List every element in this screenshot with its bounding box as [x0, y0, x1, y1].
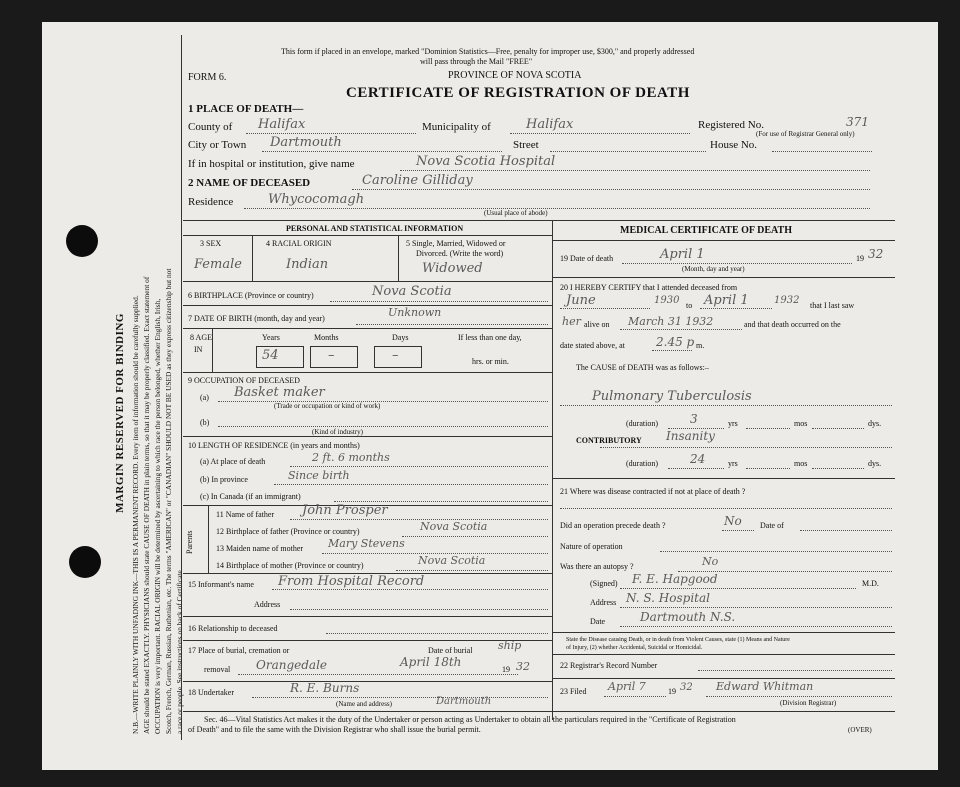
- father-label: 11 Name of father: [216, 510, 275, 519]
- undertaker-value: R. E. Burns: [290, 681, 360, 695]
- margin-line: N.B.—WRITE PLAINLY WITH UNFADING INK—THIS IS A PERMANENT RECORD. Every item of information should be carefully supplied.: [131, 295, 140, 734]
- father-bp-label: 12 Birthplace of father (Province or country): [216, 527, 360, 536]
- date-note: (Month, day and year): [682, 265, 745, 273]
- margin-line: a race or people. See instructions on back of Certificate.: [175, 568, 184, 734]
- years-value: 54: [262, 348, 279, 363]
- mos-label-1: mos: [794, 419, 808, 428]
- md-label: M.D.: [862, 579, 879, 588]
- med-address-value: N. S. Hospital: [626, 591, 710, 605]
- last-saw-label: that I last saw: [810, 301, 855, 310]
- in-canada-label: (c) In Canada (if an immigrant): [200, 492, 301, 501]
- margin-line: Scotch, French, German, Russian, Ruthenian, etc. The terms "AMERICAN" or "CANADIAN" SHOULD NOT BE USED as they express citizenship but not: [164, 268, 173, 734]
- burial-year-prefix: 19: [502, 665, 510, 674]
- operation-value: No: [724, 514, 742, 528]
- relationship-label: 16 Relationship to deceased: [188, 624, 278, 633]
- margin-line: OCCUPATION is very important. RACIAL ORIGIN will be determined by ascertaining to which race the person belonged, whether English, Irish,: [153, 298, 162, 734]
- less-than-day: If less than one day,: [458, 333, 522, 342]
- at-place-value: 2 ft. 6 months: [312, 451, 390, 464]
- name-address-note: (Name and address): [336, 700, 392, 708]
- pronoun-value: her: [562, 315, 581, 328]
- racial-value: Indian: [286, 257, 329, 272]
- birthplace-value: Nova Scotia: [372, 284, 452, 299]
- burial-date-ship: ship: [498, 639, 522, 652]
- form-number: FORM 6.: [188, 72, 227, 83]
- registrar-record-label: 22 Registrar's Record Number: [560, 661, 658, 670]
- burial-date-label: Date of burial: [428, 646, 473, 655]
- mail-note-2: will pass through the Mail "FREE": [420, 57, 533, 66]
- date-stated-label: date stated above, at: [560, 341, 625, 350]
- duration-label-1: (duration): [626, 419, 658, 428]
- years-label: Years: [262, 333, 280, 342]
- date-of-death-label: 19 Date of death: [560, 254, 614, 263]
- deceased-heading: 2 NAME OF DECEASED: [188, 177, 311, 189]
- burial-date-value: April 18th: [400, 655, 462, 669]
- margin-line: AGE should be stated EXACTLY. PHYSICIANS should state CAUSE OF DEATH in plain terms, so that it may be properly classified. Exact statement of: [142, 276, 151, 734]
- days-value: –: [392, 348, 399, 363]
- street-label: Street: [513, 139, 539, 151]
- filed-value: April 7: [608, 680, 646, 693]
- months-value: –: [328, 348, 335, 363]
- residence-note: (Usual place of abode): [484, 209, 548, 217]
- occupation-b: (b): [200, 418, 210, 427]
- m-label: m.: [696, 341, 705, 350]
- occupation-label: 9 OCCUPATION OF DECEASED: [188, 376, 300, 385]
- months-label: Months: [314, 333, 339, 342]
- autopsy-label: Was there an autopsy ?: [560, 562, 634, 571]
- duration-1-value: 3: [690, 412, 698, 426]
- attended-to-value: April 1: [704, 293, 749, 308]
- filed-label: 23 Filed: [560, 687, 587, 696]
- age-label: 8 AGE: [190, 333, 212, 342]
- occupation-value: Basket maker: [234, 385, 325, 400]
- occurred-label: and that death occurred on the: [744, 320, 841, 329]
- column-divider: [552, 220, 553, 720]
- occupation-note-a: (Trade or occupation or kind of work): [274, 402, 381, 410]
- in-province-value: Since birth: [288, 469, 350, 482]
- undertaker-label: 18 Undertaker: [188, 688, 234, 697]
- date-of-label: Date of: [760, 521, 784, 530]
- in-province-label: (b) In province: [200, 475, 248, 484]
- medical-heading: MEDICAL CERTIFICATE OF DEATH: [620, 225, 792, 236]
- mail-note: This form if placed in an envelope, marked "Dominion Statistics—Free, penalty for improper use, $300," and properly addressed: [281, 47, 695, 56]
- duration-label-2: (duration): [626, 459, 658, 468]
- burial-place-value: Orangedale: [256, 658, 328, 672]
- parents-label: Parents: [185, 530, 194, 554]
- year-prefix: 19: [856, 254, 864, 263]
- informant-address-label: Address: [254, 600, 281, 609]
- duration-2-value: 24: [690, 452, 706, 466]
- hospital-value: Nova Scotia Hospital: [416, 154, 556, 169]
- house-label: House No.: [710, 139, 758, 151]
- contributory-label: CONTRIBUTORY: [576, 436, 642, 445]
- deceased-name-value: Caroline Gilliday: [362, 173, 473, 188]
- certificate-title: CERTIFICATE OF REGISTRATION OF DEATH: [346, 85, 690, 101]
- state-note: State the Disease causing Death, or in death from Violent Causes, state (1) Means and Nature: [566, 637, 790, 643]
- date2-value: Dartmouth N.S.: [640, 610, 736, 624]
- occupation-note-b: (Kind of industry): [312, 428, 363, 436]
- sex-value: Female: [194, 257, 242, 272]
- margin-instructions: [60, 92, 188, 734]
- alive-on-label: alive on: [584, 320, 610, 329]
- mother-label: 13 Maiden name of mother: [216, 544, 304, 553]
- mother-bp-label: 14 Birthplace of mother (Province or country): [216, 561, 364, 570]
- removal-label: removal: [204, 665, 231, 674]
- signed-label: (Signed): [590, 579, 618, 588]
- undertaker-address: Dartmouth: [436, 696, 492, 707]
- residence-length-label: 10 LENGTH OF RESIDENCE (in years and months): [188, 441, 360, 450]
- signed-value: F. E. Hapgood: [632, 572, 718, 586]
- marital-value: Widowed: [422, 261, 483, 276]
- filed-signature: Edward Whitman: [716, 680, 814, 693]
- margin-rule: [181, 35, 182, 740]
- contracted-label: 21 Where was disease contracted if not at place of death ?: [560, 487, 746, 496]
- hospital-label: If in hospital or institution, give name: [188, 158, 355, 170]
- marital-label-2: Divorced. (Write the word): [416, 249, 504, 258]
- attended-from-year: 1930: [654, 295, 680, 306]
- mother-bp-value: Nova Scotia: [418, 554, 486, 567]
- state-note-2: of Injury, (2) whether Accidental, Suicidal or Homicidal.: [566, 645, 703, 651]
- date2-label: Date: [590, 617, 606, 626]
- mos-label-2: mos: [794, 459, 808, 468]
- cause-value: Pulmonary Tuberculosis: [592, 389, 752, 404]
- city-label: City or Town: [188, 139, 247, 151]
- division-registrar-note: (Division Registrar): [780, 699, 837, 707]
- registrar-note: (For use of Registrar General only): [756, 130, 855, 138]
- attended-to-year: 1932: [774, 295, 800, 306]
- yrs-label-2: yrs: [728, 459, 738, 468]
- attended-from-value: June: [566, 293, 596, 308]
- county-label: County of: [188, 121, 233, 133]
- place-heading: 1 PLACE OF DEATH—: [188, 103, 304, 115]
- occupation-a: (a): [200, 393, 209, 402]
- dob-label: 7 DATE OF BIRTH (month, day and year): [188, 314, 325, 323]
- registered-label: Registered No.: [698, 119, 764, 131]
- informant-value: From Hospital Record: [278, 574, 425, 589]
- autopsy-value: No: [702, 555, 719, 568]
- days-label: Days: [392, 333, 409, 342]
- county-value: Halifax: [258, 117, 306, 132]
- filed-year-value: 32: [680, 682, 693, 693]
- province-heading: PROVINCE OF NOVA SCOTIA: [448, 70, 582, 81]
- burial-label: 17 Place of burial, cremation or: [188, 646, 290, 655]
- personal-heading: PERSONAL AND STATISTICAL INFORMATION: [286, 224, 464, 233]
- registered-value: 371: [846, 115, 869, 129]
- informant-label: 15 Informant's name: [188, 580, 254, 589]
- filed-year-prefix: 19: [668, 687, 676, 696]
- father-bp-value: Nova Scotia: [420, 520, 488, 533]
- at-place-label: (a) At place of death: [200, 457, 266, 466]
- date-of-death-value: April 1: [660, 247, 705, 262]
- time-value: 2.45 p: [656, 335, 695, 349]
- municipality-value: Halifax: [526, 117, 574, 132]
- hrs-min: hrs. or min.: [472, 357, 509, 366]
- sex-label: 3 SEX: [200, 239, 222, 248]
- residence-label: Residence: [188, 196, 234, 208]
- city-value: Dartmouth: [270, 135, 342, 150]
- mother-value: Mary Stevens: [328, 537, 405, 550]
- year-value: 32: [868, 247, 884, 261]
- marital-label: 5 Single, Married, Widowed or: [406, 239, 506, 248]
- contributory-value: Insanity: [666, 429, 715, 443]
- nature-label: Nature of operation: [560, 542, 623, 551]
- father-value: John Prosper: [302, 503, 388, 518]
- dys-label-2: dys.: [868, 459, 882, 468]
- dys-label-1: dys.: [868, 419, 882, 428]
- over-label: (OVER): [848, 726, 872, 734]
- to-label: to: [686, 301, 693, 310]
- cause-label: The CAUSE of DEATH was as follows:–: [576, 363, 709, 372]
- footer-note: Sec. 46—Vital Statistics Act makes it the duty of the Undertaker or person acting as Undertaker to obtain all the particulars required in the "Certificate of Registration: [204, 715, 736, 724]
- operation-label: Did an operation precede death ?: [560, 521, 666, 530]
- alive-on-value: March 31 1932: [628, 315, 714, 328]
- med-address-label: Address: [590, 598, 617, 607]
- municipality-label: Municipality of: [422, 121, 491, 133]
- footer-note-2: of Death" and to file the same with the Division Registrar who shall issue the burial permit.: [188, 725, 481, 734]
- certify-label: 20 I HEREBY CERTIFY that I attended deceased from: [560, 283, 738, 292]
- age-label-2: IN: [194, 345, 203, 354]
- residence-value: Whycocomagh: [268, 192, 365, 207]
- racial-label: 4 RACIAL ORIGIN: [266, 239, 332, 248]
- burial-year-value: 32: [516, 660, 530, 673]
- birthplace-label: 6 BIRTHPLACE (Province or country): [188, 291, 314, 300]
- yrs-label-1: yrs: [728, 419, 738, 428]
- binding-label: MARGIN RESERVED FOR BINDING: [114, 313, 126, 513]
- dob-value: Unknown: [388, 306, 442, 319]
